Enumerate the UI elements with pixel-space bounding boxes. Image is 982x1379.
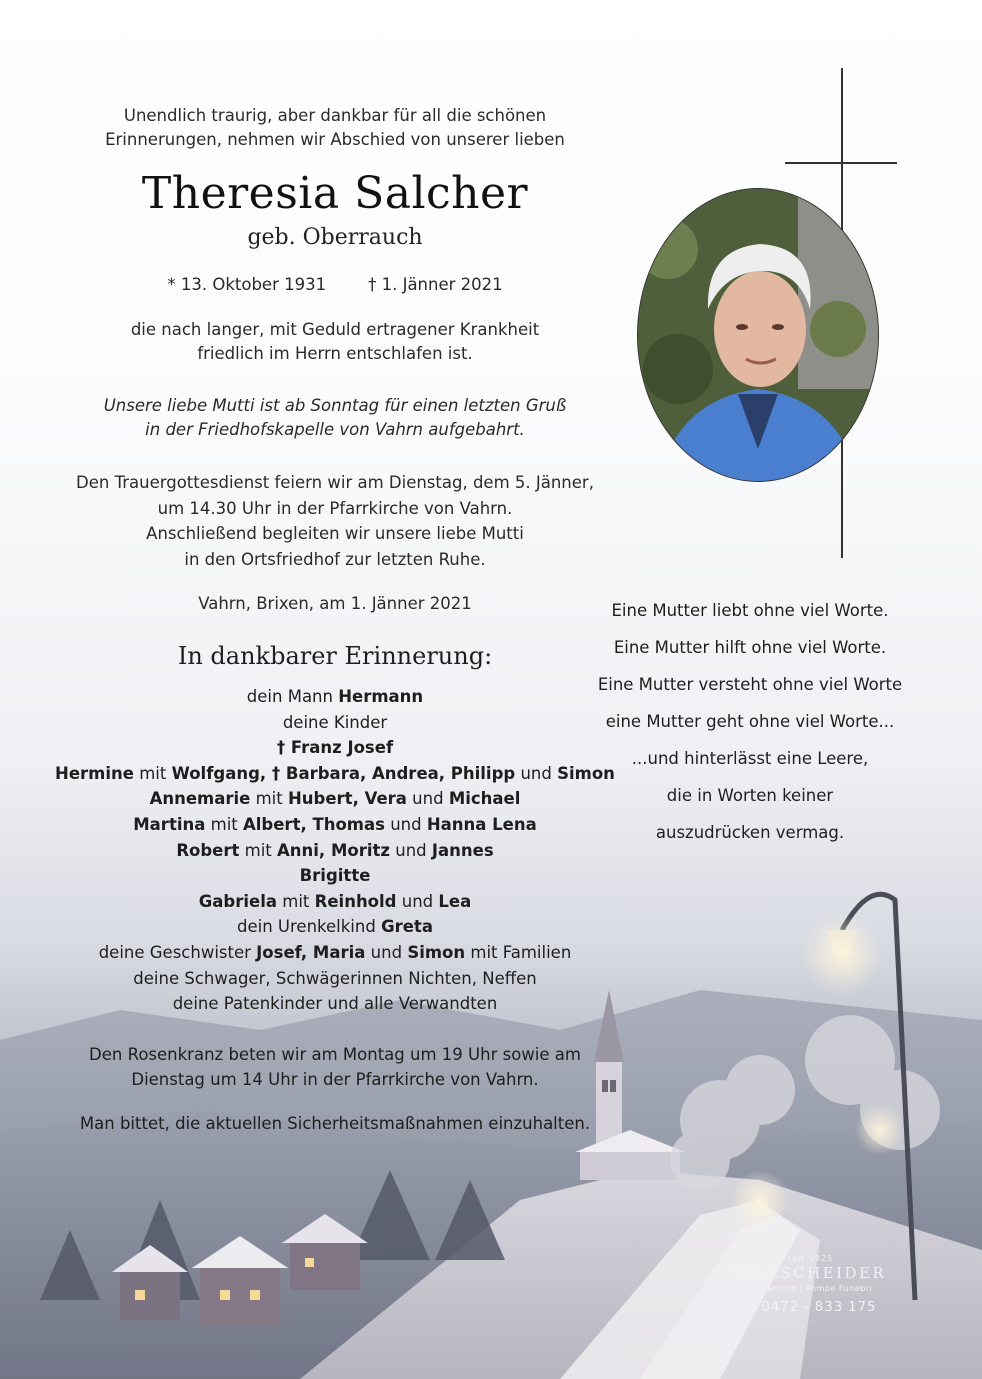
cross-horizontal: [785, 162, 897, 164]
family-line: dein Urenkelkind Greta: [237, 917, 433, 937]
viewing-text: [60, 394, 610, 442]
funeral-home-logo: [720, 1254, 900, 1318]
passing-line: friedlich im Herrn entschlafen ist.: [197, 344, 473, 363]
portrait-photo: [637, 188, 879, 482]
service-line: Anschließend begleiten wir unsere liebe Mutti: [146, 524, 524, 543]
poem-line: Eine Mutter liebt ohne viel Worte.: [611, 601, 889, 620]
family-line: Hermine mit Wolfgang, † Barbara, Andrea, Philipp und Simon: [55, 763, 615, 783]
logo-name: VILLSCHEIDER: [733, 1264, 887, 1282]
poem-line: eine Mutter geht ohne viel Worte...: [605, 712, 895, 731]
poem-line: auszudrücken vermag.: [655, 823, 845, 842]
family-line: deine Geschwister Josef, Maria und Simon mit Familien: [98, 942, 572, 962]
intro-line: Erinnerungen, nehmen wir Abschied von unserer lieben: [105, 130, 565, 149]
family-list: [40, 684, 630, 1017]
family-line: Brigitte: [299, 866, 371, 886]
poem-line: die in Worten keiner: [666, 786, 834, 805]
service-line: Den Trauergottesdienst feiern wir am Dienstag, dem 5. Jänner,: [76, 473, 594, 492]
family-line: Robert mit Anni, Moritz und Jannes: [176, 840, 494, 860]
poem-line: Eine Mutter hilft ohne viel Worte.: [613, 638, 887, 657]
rosary-line: Den Rosenkranz beten wir am Montag um 19 Uhr sowie am: [89, 1045, 581, 1064]
logo-phone: T. 0472 - 833 175: [743, 1299, 877, 1315]
service-text: [60, 470, 610, 572]
family-line: Gabriela mit Reinhold und Lea: [198, 891, 472, 911]
intro-line: Unendlich traurig, aber dankbar für all die schönen: [123, 106, 547, 125]
maiden-name: geb. Oberrauch: [247, 225, 423, 250]
passing-line: die nach langer, mit Geduld ertragener Krankheit: [130, 320, 540, 339]
family-line: deine Patenkinder und alle Verwandten: [172, 994, 498, 1014]
family-line: Martina mit Albert, Thomas und Hanna Lena: [133, 814, 537, 834]
place-date: Vahrn, Brixen, am 1. Jänner 2021: [198, 594, 472, 613]
family-line: † Franz Josef: [276, 738, 394, 758]
viewing-line: Unsere liebe Mutti ist ab Sonntag für einen letzten Gruß: [103, 396, 567, 415]
poem: [575, 592, 925, 851]
rosary-text: [60, 1042, 610, 1092]
viewing-line: in der Friedhofskapelle von Vahrn aufgebahrt.: [145, 420, 525, 439]
birth-date: * 13. Oktober 1931: [167, 275, 327, 294]
family-line: deine Schwager, Schwägerinnen Nichten, Neffen: [133, 968, 537, 988]
poem-line: ...und hinterlässt eine Leere,: [631, 749, 869, 768]
intro-text: [60, 104, 610, 152]
thanks-heading: In dankbarer Erinnerung:: [177, 642, 493, 670]
family-line: Annemarie mit Hubert, Vera und Michael: [149, 789, 521, 809]
rosary-line: Dienstag um 14 Uhr in der Pfarrkirche von Vahrn.: [131, 1070, 539, 1089]
family-line: deine Kinder: [282, 712, 388, 732]
service-line: um 14.30 Uhr in der Pfarrkirche von Vahrn.: [157, 498, 513, 518]
safety-notice: Man bittet, die aktuellen Sicherheitsmaßnahmen einzuhalten.: [79, 1114, 591, 1133]
logo-established: seit 1925: [786, 1254, 834, 1263]
life-dates: [60, 272, 610, 298]
deceased-name: Theresia Salcher: [141, 168, 529, 219]
service-line: in den Ortsfriedhof zur letzten Ruhe.: [184, 549, 486, 569]
family-line: dein Mann Hermann: [246, 687, 424, 706]
logo-subtitle: Bestattung | Pompe Funebri: [747, 1284, 873, 1293]
death-date: † 1. Jänner 2021: [368, 275, 503, 294]
poem-line: Eine Mutter versteht ohne viel Worte: [597, 675, 903, 694]
passing-text: [60, 318, 610, 366]
